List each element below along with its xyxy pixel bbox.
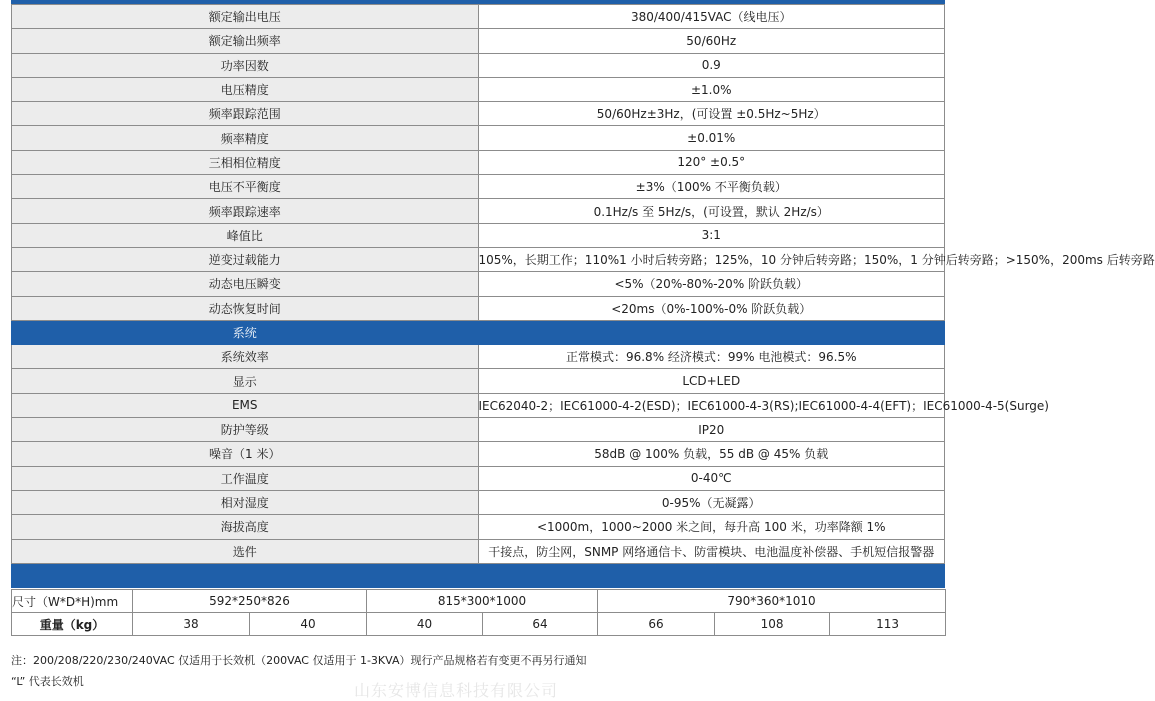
row-label: 动态恢复时间	[12, 296, 479, 320]
table-row	[12, 442, 945, 466]
row-value: 干接点，防尘网，SNMP 网络通信卡、防雷模块、电池温度补偿器、手机短信报警器	[478, 539, 945, 563]
row-value: IEC62040-2；IEC61000-4-2(ESD)；IEC61000-4-3(RS);IEC61000-4-4(EFT)；IEC61000-4-5(Surge)	[478, 393, 945, 417]
row-value: 3:1	[478, 223, 945, 247]
footnote: “L” 代表长效机	[11, 675, 84, 688]
weight-value: 108	[715, 613, 830, 636]
table-row	[12, 393, 945, 417]
dimension-value: 815*300*1000	[367, 590, 598, 613]
weight-row	[12, 613, 946, 636]
section-fill	[12, 563, 479, 587]
table-row	[12, 150, 945, 174]
row-value: ±1.0%	[478, 77, 945, 101]
row-value: LCD+LED	[478, 369, 945, 393]
weight-value: 66	[598, 613, 715, 636]
row-label: 频率跟踪速率	[12, 199, 479, 223]
section-title: 系统	[12, 320, 479, 344]
dimension-value: 790*360*1010	[598, 590, 946, 613]
weight-value: 40	[250, 613, 367, 636]
table-row	[12, 466, 945, 490]
dimension-value: 592*250*826	[133, 590, 367, 613]
watermark: 山东安博信息科技有限公司	[354, 681, 559, 700]
table-row	[12, 515, 945, 539]
table-row	[12, 175, 945, 199]
weight-value: 40	[367, 613, 483, 636]
weight-value: 38	[133, 613, 250, 636]
table-row	[12, 490, 945, 514]
row-value: 58dB @ 100% 负载，55 dB @ 45% 负载	[478, 442, 945, 466]
dimension-label: 尺寸（W*D*H)mm	[12, 590, 133, 613]
spec-table	[11, 0, 1155, 588]
table-row	[12, 539, 945, 563]
row-value: ±3%（100% 不平衡负载）	[478, 175, 945, 199]
row-label: EMS	[12, 393, 479, 417]
table-row	[12, 296, 945, 320]
weight-label: 重量（kg）	[12, 613, 133, 636]
row-label: 系统效率	[12, 345, 479, 369]
table-row	[12, 29, 945, 53]
table-row	[12, 418, 945, 442]
row-label: 动态电压瞬变	[12, 272, 479, 296]
row-value: 0-95%（无凝露）	[478, 490, 945, 514]
row-label: 工作温度	[12, 466, 479, 490]
dimension-row	[12, 590, 946, 613]
row-value: 50/60Hz	[478, 29, 945, 53]
row-label: 额定输出频率	[12, 29, 479, 53]
row-label: 显示	[12, 369, 479, 393]
row-label: 电压不平衡度	[12, 175, 479, 199]
row-value: 0.9	[478, 53, 945, 77]
table-row	[12, 102, 945, 126]
row-value: 0.1Hz/s 至 5Hz/s，(可设置，默认 2Hz/s）	[478, 199, 945, 223]
row-value: <5%（20%-80%-20% 阶跃负载）	[478, 272, 945, 296]
weight-value: 64	[483, 613, 598, 636]
table-row	[12, 126, 945, 150]
section-header-system	[12, 320, 945, 344]
row-label: 海拔高度	[12, 515, 479, 539]
row-label: 相对湿度	[12, 490, 479, 514]
row-label: 额定输出电压	[12, 5, 479, 29]
table-row	[12, 247, 945, 271]
table-row	[12, 53, 945, 77]
row-label: 三相相位精度	[12, 150, 479, 174]
row-value: 正常模式：96.8% 经济模式：99% 电池模式：96.5%	[478, 345, 945, 369]
row-value: 105%，长期工作；110%1 小时后转旁路；125%，10 分钟后转旁路；150%，1 分钟后转旁路；>150%，200ms 后转旁路	[478, 247, 945, 271]
table-row	[12, 199, 945, 223]
row-value: 380/400/415VAC（线电压）	[478, 5, 945, 29]
row-value: <20ms（0%-100%-0% 阶跃负载）	[478, 296, 945, 320]
row-label: 噪音（1 米）	[12, 442, 479, 466]
section-header-blank	[12, 563, 945, 587]
section-fill	[478, 320, 945, 344]
row-label: 频率跟踪范围	[12, 102, 479, 126]
table-row	[12, 369, 945, 393]
weight-value: 113	[830, 613, 946, 636]
table-row	[12, 272, 945, 296]
row-value: IP20	[478, 418, 945, 442]
table-row	[12, 223, 945, 247]
row-value: 120° ±0.5°	[478, 150, 945, 174]
row-value: ±0.01%	[478, 126, 945, 150]
row-value: 0-40℃	[478, 466, 945, 490]
table-row	[12, 5, 945, 29]
row-value: <1000m，1000~2000 米之间，每升高 100 米，功率降额 1%	[478, 515, 945, 539]
footnote: 注：200/208/220/230/240VAC 仅适用于长效机（200VAC 仅适用于 1-3KVA）现行产品规格若有变更不再另行通知	[11, 654, 587, 667]
row-label: 防护等级	[12, 418, 479, 442]
table-row	[12, 345, 945, 369]
row-label: 峰值比	[12, 223, 479, 247]
row-label: 电压精度	[12, 77, 479, 101]
row-label: 选件	[12, 539, 479, 563]
dimension-weight-table	[11, 589, 946, 636]
section-fill	[478, 563, 945, 587]
table-row	[12, 77, 945, 101]
row-label: 功率因数	[12, 53, 479, 77]
row-label: 频率精度	[12, 126, 479, 150]
row-label: 逆变过载能力	[12, 247, 479, 271]
row-value: 50/60Hz±3Hz，(可设置 ±0.5Hz~5Hz）	[478, 102, 945, 126]
